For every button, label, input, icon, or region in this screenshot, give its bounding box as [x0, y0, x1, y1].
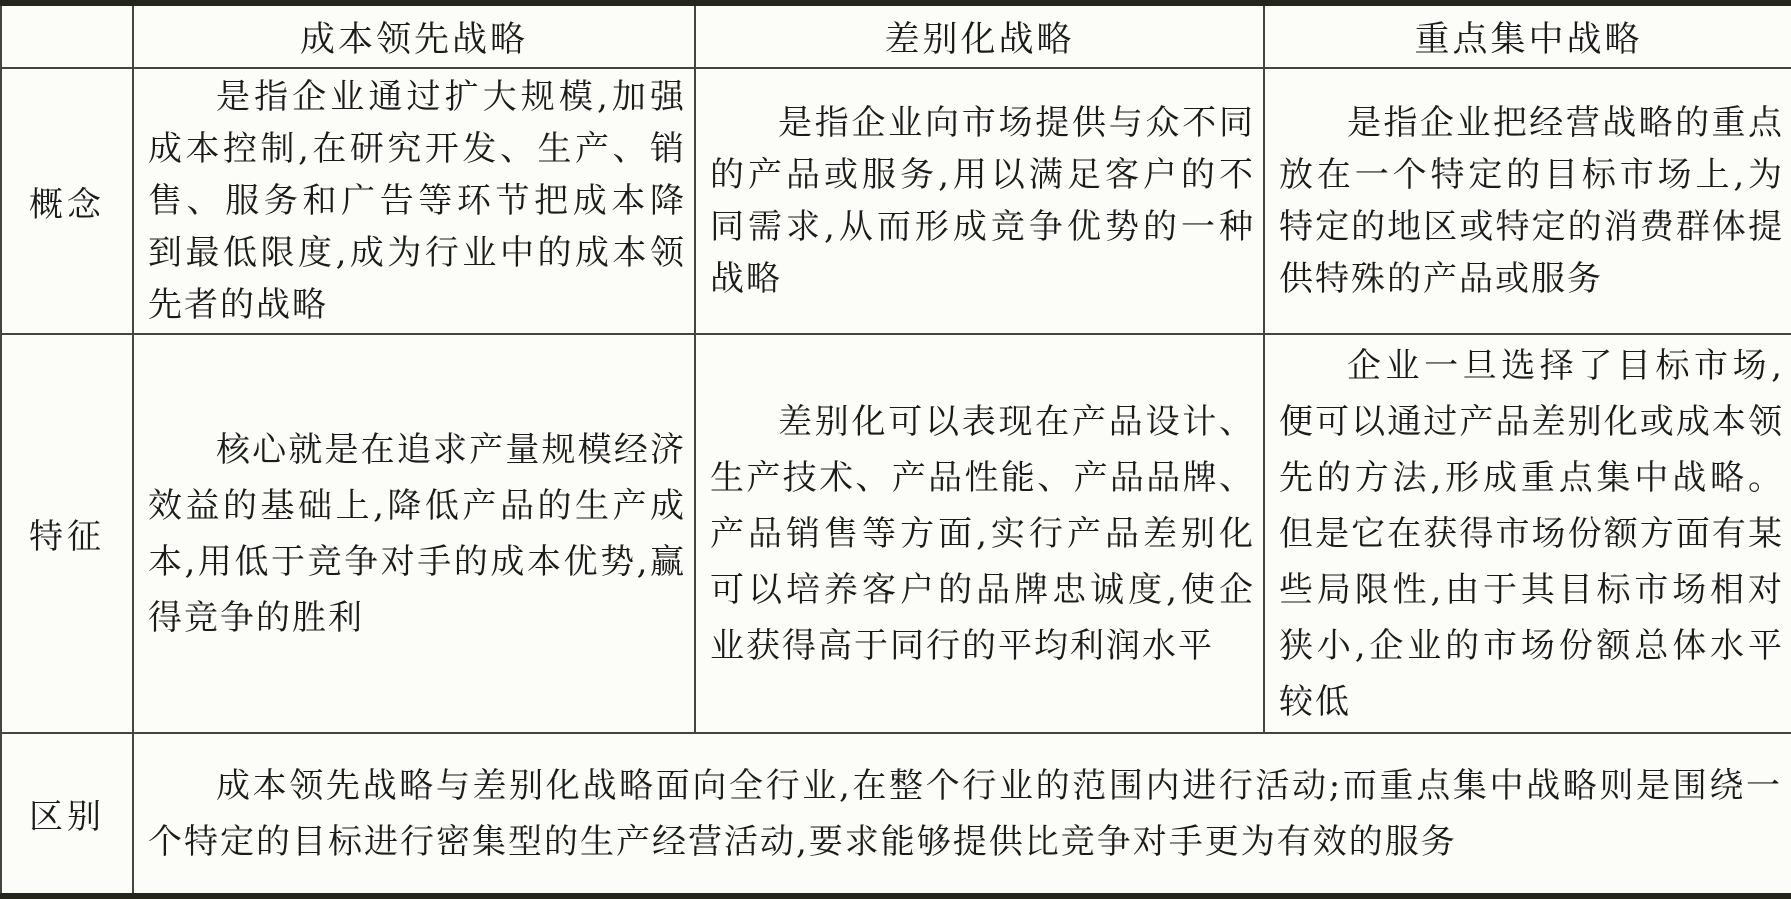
cell-concept-differentiation: [695, 68, 1264, 334]
cell-concept-focus: [1264, 68, 1791, 334]
cell-features-differentiation: [695, 334, 1264, 733]
table-row-difference: [1, 733, 1791, 896]
concept-differentiation-text: 是指企业向市场提供与众不同的产品或服务,用以满足客户的不同需求,从而形成竞争优势的一种战略: [710, 103, 1255, 300]
cell-features-focus: [1264, 334, 1791, 733]
row-label-features: 特征: [1, 334, 133, 733]
concept-focus-text: 是指企业把经营战略的重点放在一个特定的目标市场上,为特定的地区或特定的消费群体提供特殊的产品或服务: [1279, 103, 1784, 300]
cell-concept-cost-leadership: [133, 68, 695, 334]
column-header-cost-leadership: 成本领先战略: [133, 3, 695, 68]
cell-difference-merged: [133, 733, 1791, 896]
table-header-row: [1, 3, 1791, 68]
table-row-features: [1, 334, 1791, 733]
table-row-concept: [1, 68, 1791, 334]
features-cost-leadership-text: 核心就是在追求产量规模经济效益的基础上,降低产品的生产成本,用低于竞争对手的成本优势,赢得竞争的胜利: [148, 429, 686, 638]
difference-merged-text: 成本领先战略与差别化战略面向全行业,在整个行业的范围内进行活动;而重点集中战略则是围绕一个特定的目标进行密集型的生产经营活动,要求能够提供比竞争对手更为有效的服务: [148, 765, 1782, 862]
column-header-differentiation: 差别化战略: [695, 3, 1264, 68]
features-focus-text: 企业一旦选择了目标市场,便可以通过产品差别化或成本领先的方法,形成重点集中战略。但是它在获得市场份额方面有某些局限性,由于其目标市场相对狭小,企业的市场份额总体水平较低: [1279, 345, 1784, 722]
header-corner-cell: [1, 3, 133, 68]
features-differentiation-text: 差别化可以表现在产品设计、生产技术、产品性能、产品品牌、产品销售等方面,实行产品差别化可以培养客户的品牌忠诚度,使企业获得高于同行的平均利润水平: [710, 401, 1255, 666]
column-header-focus: 重点集中战略: [1264, 3, 1791, 68]
cell-features-cost-leadership: [133, 334, 695, 733]
concept-cost-leadership-text: 是指企业通过扩大规模,加强成本控制,在研究开发、生产、销售、服务和广告等环节把成本降到最低限度,成为行业中的成本领先者的战略: [148, 77, 686, 326]
row-label-difference: 区别: [1, 733, 133, 896]
row-label-concept: 概念: [1, 68, 133, 334]
